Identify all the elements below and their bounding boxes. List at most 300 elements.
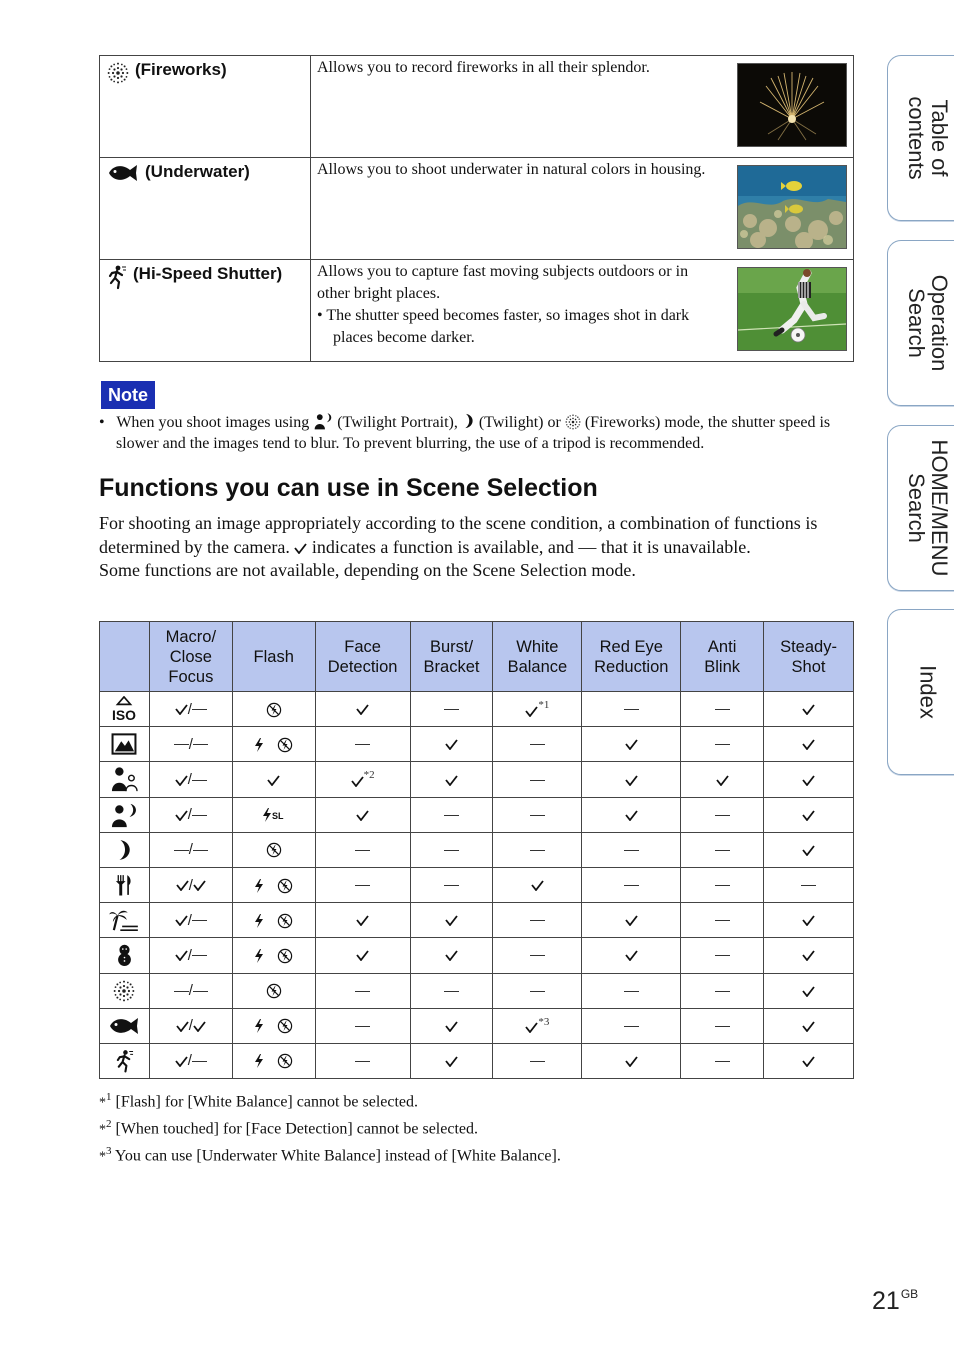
check-icon [356,704,369,715]
header-flash [232,622,315,692]
function-cell [410,903,493,938]
flash-on-icon [254,879,264,893]
check-icon [175,950,188,961]
header-burst-bracket [410,622,493,692]
bullet: • [99,414,105,431]
fireworks-icon [565,414,581,430]
function-cell [410,867,493,902]
table-row [100,1008,854,1043]
dash-mark [530,780,545,781]
soccer-photo [737,267,847,351]
flash-off-icon [277,1053,293,1069]
tab-label: contents [904,96,929,180]
function-cell [681,903,764,938]
note-text-part: (Fireworks) mode, the shutter speed is slower and the images tend to blur. To prevent blurring, the use of a tripod is recommended. [116,414,831,452]
function-cell [681,762,764,797]
header-label: Macro/ Close Focus [165,627,217,686]
function-cell [410,1043,493,1078]
dash-mark [530,815,545,816]
high-sensitivity-iso-icon [110,696,138,722]
header-face-detection [315,622,410,692]
check-icon [176,1021,189,1032]
tab-table-of-contents[interactable] [887,55,954,221]
flash-on-icon [254,1019,264,1033]
function-cell [764,832,854,867]
mode-bullet: • The shutter speed becomes faster, so images shot in dark places become darker. [317,307,690,346]
dash-mark [192,920,207,921]
slash: / [188,1017,193,1035]
table-row [100,903,854,938]
flash-on-icon [254,738,264,752]
dash-mark [355,850,370,851]
function-cell [681,973,764,1008]
slash: / [188,735,193,753]
check-icon [445,915,458,926]
function-cell [764,938,854,973]
dash-mark [192,709,207,710]
slash: / [188,841,193,859]
dash-mark [192,815,207,816]
function-cell [232,727,315,762]
check-icon [356,810,369,821]
mode-row-hi-speed-shutter [100,260,854,362]
function-cell [232,867,315,902]
function-cell [232,903,315,938]
twilight-moon-icon [115,839,133,861]
section-title: Functions you can use in Scene Selection [99,474,598,502]
dash-mark [193,850,208,851]
function-cell [315,973,410,1008]
mode-icon-cell [100,867,150,902]
function-cell [493,867,582,902]
dash-mark [174,991,189,992]
function-cell [493,938,582,973]
slash: / [188,876,193,894]
function-cell [232,973,315,1008]
function-cell [315,727,410,762]
footnote: *$^2$ [When touched] for [Face Detection] cannot be selected. [99,1117,478,1138]
dash-mark [192,1061,207,1062]
dash-mark [715,1026,730,1027]
function-cell [493,692,582,727]
dash-mark [355,885,370,886]
function-cell [410,832,493,867]
table-header-row [100,622,854,692]
function-cell [410,973,493,1008]
function-cell [410,762,493,797]
check-icon [356,915,369,926]
function-cell [315,832,410,867]
flash-off-icon [277,878,293,894]
header-label: Face Detection [327,637,398,676]
intro-part: Some functions are not available, depending on the Scene Selection mode. [99,560,636,580]
tab-label: Search [904,288,929,358]
function-cell [582,797,681,832]
function-cell [410,1008,493,1043]
slash: / [187,700,192,718]
function-cell [764,727,854,762]
twilight-moon-icon [462,413,475,429]
function-cell [232,832,315,867]
beach-palm-icon [109,908,139,932]
mode-icon-cell [100,762,150,797]
function-cell [149,867,232,902]
check-icon [802,986,815,997]
check-icon [445,1021,458,1032]
function-cell [681,938,764,973]
mode-description: Allows you to shoot underwater in natural colors in housing. [317,161,706,178]
function-cell [410,938,493,973]
header-label: Anti Blink [704,637,741,676]
check-icon [802,950,815,961]
footnote: *$^1$ [Flash] for [White Balance] cannot be selected. [99,1091,419,1111]
function-cell [681,1008,764,1043]
dash-mark [444,850,459,851]
flash-on-icon [254,914,264,928]
function-cell [149,903,232,938]
check-icon [625,950,638,961]
tab-home-menu-search[interactable] [887,425,954,591]
dash-mark [624,1026,639,1027]
hi-speed-shutter-runner-icon [115,1049,134,1073]
tab-operation-search[interactable] [887,240,954,406]
function-cell [681,867,764,902]
mode-description: Allows you to capture fast moving subjects outdoors or in other bright places. [317,263,689,302]
function-cell [681,832,764,867]
function-cell [582,903,681,938]
function-cell [493,1008,582,1043]
function-cell [493,973,582,1008]
function-cell [149,762,232,797]
check-icon [175,915,188,926]
twilight-portrait-icon [313,412,333,430]
dash-mark [715,709,730,710]
dash-mark [444,991,459,992]
dash-mark [530,1061,545,1062]
check-icon [802,775,815,786]
function-cell [149,973,232,1008]
function-cell [764,973,854,1008]
function-cell [681,1043,764,1078]
tab-label: Operation [927,274,952,372]
function-cell [493,762,582,797]
slash: / [187,911,192,929]
underwater-fish-icon [107,163,139,183]
mode-icon-cell [100,727,150,762]
function-cell [149,727,232,762]
header-white-balance [493,622,582,692]
check-icon [176,880,189,891]
flash-off-icon [277,948,293,964]
flash-off-icon [266,702,282,718]
mode-name: (Hi-Speed Shutter) [133,264,283,283]
flash-on-icon [254,949,264,963]
function-cell [149,1008,232,1043]
function-cell [582,973,681,1008]
dash-mark [193,991,208,992]
header-macro [149,622,232,692]
function-cell [315,1043,410,1078]
mode-icon-cell [100,903,150,938]
function-cell [582,1008,681,1043]
dash-mark [355,744,370,745]
function-cell [493,832,582,867]
header-label: Burst/ Bracket [423,637,480,676]
tab-label: Search [904,473,929,543]
function-cell [582,938,681,973]
mode-row-fireworks [100,56,854,158]
snow-snowman-icon [116,943,133,967]
footnote: *$^3$ You can use [Underwater White Balance] instead of [White Balance]. [99,1144,561,1164]
intro-part: For shooting an image appropriately according to the scene condition, a combination of functions is determined by the camera. [99,513,818,557]
soft-snap-portrait-icon [110,766,138,792]
fireworks-icon [113,980,135,1002]
dash-mark [530,744,545,745]
function-cell [493,1043,582,1078]
header-red-eye [582,622,681,692]
footnote-ref: *3 [538,1015,550,1028]
check-icon [802,1056,815,1067]
tab-index[interactable] [887,609,954,775]
function-cell [764,692,854,727]
dash-mark [715,1061,730,1062]
function-cell [232,938,315,973]
dash-mark [192,955,207,956]
table-row [100,1043,854,1078]
dash-mark [624,991,639,992]
dash-mark [624,709,639,710]
dash-mark [530,991,545,992]
table-row [100,692,854,727]
function-cell [582,1043,681,1078]
function-cell [315,797,410,832]
dash-mark [715,850,730,851]
table-row [100,727,854,762]
function-cell [149,1043,232,1078]
table-row [100,762,854,797]
function-cell [764,762,854,797]
check-icon [525,706,538,717]
function-cell [149,692,232,727]
check-icon [802,810,815,821]
footnote-ref: *1 [538,699,550,712]
function-cell [582,762,681,797]
function-cell [582,832,681,867]
intro-text [99,512,859,583]
dash-mark [193,744,208,745]
fireworks-icon [107,62,129,84]
function-cell [681,797,764,832]
tab-label: Index [915,665,941,719]
check-icon [175,775,188,786]
function-cell [410,692,493,727]
slash: / [187,946,192,964]
function-cell [582,867,681,902]
header-label: Steady- Shot [780,637,837,676]
table-row [100,832,854,867]
dash-mark [355,1026,370,1027]
mode-name: (Fireworks) [135,60,227,79]
check-icon [625,915,638,926]
dash-mark [715,744,730,745]
dash-mark [355,1061,370,1062]
check-icon [351,776,364,787]
scene-mode-table [99,55,854,362]
function-cell [582,692,681,727]
function-cell [232,1043,315,1078]
dash-mark [715,885,730,886]
function-cell [315,938,410,973]
check-icon [531,880,544,891]
check-icon [193,880,206,891]
dash-mark [174,850,189,851]
function-cell [315,1008,410,1043]
function-cell [149,938,232,973]
dash-mark [530,955,545,956]
note-text-part: When you shoot images using [116,414,310,431]
flash-off-icon [266,983,282,999]
mode-icon-cell [100,938,150,973]
function-cell [149,832,232,867]
dash-mark [801,885,816,886]
underwater-fish-icon [108,1016,140,1036]
fireworks-photo [737,63,847,147]
function-cell [410,797,493,832]
check-icon [356,950,369,961]
scene-function-table [99,621,854,1079]
check-icon [802,739,815,750]
tab-label: Table of [927,99,952,177]
dash-mark [192,780,207,781]
landscape-icon [111,733,137,755]
check-icon [802,845,815,856]
check-icon [625,810,638,821]
mode-icon-cell [100,797,150,832]
hi-speed-shutter-runner-icon [107,264,127,290]
function-cell [232,1008,315,1043]
mode-icon-cell [100,1008,150,1043]
header-mode [100,622,150,692]
check-icon [175,1056,188,1067]
function-cell [315,762,410,797]
check-icon [445,739,458,750]
check-icon [716,775,729,786]
check-icon [175,704,188,715]
check-icon [445,1056,458,1067]
mode-icon-cell [100,973,150,1008]
table-row [100,797,854,832]
flash-off-icon [266,842,282,858]
dash-mark [715,815,730,816]
note-text [99,412,854,454]
flash-off-icon [277,913,293,929]
dash-mark [624,850,639,851]
function-cell [315,692,410,727]
flash-off-icon [277,737,293,753]
function-cell [315,867,410,902]
function-cell [232,797,315,832]
function-cell [410,727,493,762]
check-icon [445,950,458,961]
dash-mark [355,991,370,992]
function-cell [681,727,764,762]
mode-icon-cell [100,832,150,867]
header-label: White Balance [507,637,568,676]
function-cell [764,797,854,832]
function-cell [232,692,315,727]
function-cell [764,1008,854,1043]
table-row [100,867,854,902]
function-cell [764,1043,854,1078]
function-cell [149,797,232,832]
gourmet-fork-knife-icon [115,873,133,897]
check-icon [625,1056,638,1067]
check-icon [625,775,638,786]
dash-mark [444,885,459,886]
flash-on-icon [254,1054,264,1068]
function-cell [493,903,582,938]
check-icon [802,915,815,926]
slash: / [188,982,193,1000]
header-anti-blink [681,622,764,692]
function-cell [493,727,582,762]
intro-part: indicates a function is available, and — that it is unavailable. [311,536,751,557]
note-text-part: (Twilight Portrait), [337,414,458,431]
dash-mark [715,920,730,921]
dash-mark [444,815,459,816]
dash-mark [715,991,730,992]
slash: / [187,806,192,824]
dash-mark [444,709,459,710]
function-cell [681,692,764,727]
check-icon [175,810,188,821]
dash-mark [715,955,730,956]
function-cell [582,727,681,762]
slash: / [187,1052,192,1070]
footnotes [99,1087,859,1167]
dash-mark [624,885,639,886]
footnote-ref: *2 [363,769,375,782]
note-badge: Note [101,381,155,409]
header-label: Flash [253,647,294,666]
header-label: Red Eye Reduction [594,637,669,676]
function-cell [315,903,410,938]
function-cell [493,797,582,832]
check-icon [193,1021,206,1032]
dash-mark [174,744,189,745]
table-row [100,938,854,973]
mode-row-underwater [100,158,854,260]
function-cell [232,762,315,797]
mode-name: (Underwater) [145,162,250,181]
dash-mark [530,850,545,851]
check-icon [525,1022,538,1033]
header-steadyshot [764,622,854,692]
dash-mark [530,920,545,921]
table-row [100,973,854,1008]
check-icon [294,543,307,554]
check-icon [625,739,638,750]
check-icon [802,704,815,715]
page-number: $21^{GB}$ [872,1287,919,1315]
check-icon [802,1021,815,1032]
tab-label: HOME/MENU [927,439,952,577]
function-cell [764,867,854,902]
check-icon [267,775,280,786]
flash-off-icon [277,1018,293,1034]
mode-icon-cell [100,692,150,727]
twilight-portrait-icon [110,802,138,828]
